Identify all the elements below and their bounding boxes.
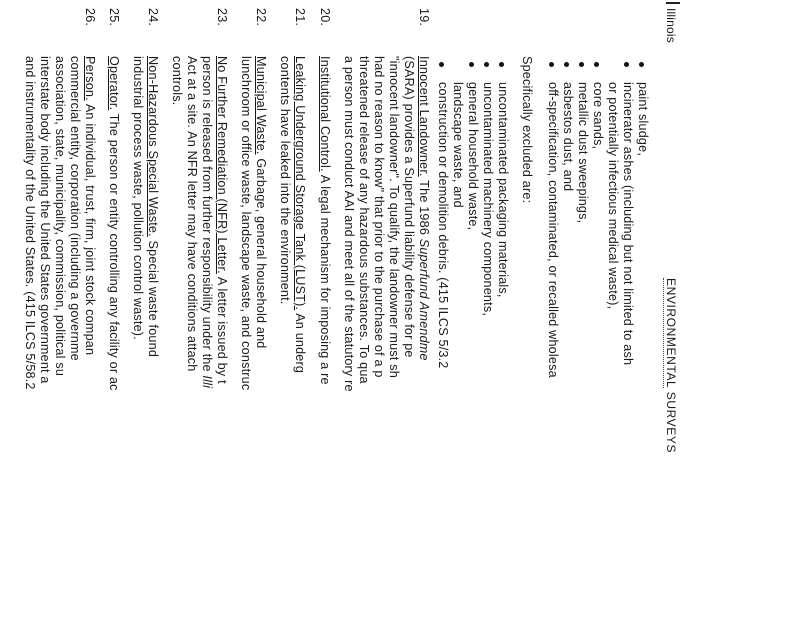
bullet-dot (594, 62, 599, 67)
definition-non-hazardous-special-waste: Non-Hazardous Special Waste. Special waste found (146, 56, 160, 358)
definition-person: Person. An individual, trust, firm, joint stock compan (83, 56, 97, 356)
bullet-item: off-specification, contaminated, or recalled wholesa (546, 82, 560, 378)
bullet-dot (549, 62, 554, 67)
definition-line: person is released from further responsibility under the Illi (200, 56, 214, 389)
excluded-item: uncontaminated packaging materials, (496, 82, 510, 298)
bullet-dot (564, 62, 569, 67)
definition-line: "innocent landowner". To qualify, the landowner must sh (387, 56, 401, 378)
bullet-item: incinerator ashes (including but not limited to ash (621, 82, 635, 366)
term: Municipal Waste. (254, 56, 268, 155)
item-number: 22. (254, 8, 268, 27)
definition-institutional-control: Institutional Control. A legal mechanism for imposing a re (318, 56, 332, 385)
term: Innocent Landowner. (417, 56, 431, 177)
item-number: 19. (417, 8, 431, 27)
definition-line: industrial process waste, pollution control waste). (131, 56, 145, 340)
bullet-dot (499, 62, 504, 67)
excluded-item: general household waste, (466, 82, 480, 231)
definition-operator: Operator. The person or entity controlling any facility or ac (107, 56, 121, 391)
bullet-dot (484, 62, 489, 67)
header-state: Illinois (664, 8, 678, 43)
definition-nfr-letter: No Further Remediation (NFR) Letter. A letter issued by t (215, 56, 229, 384)
bullet-dot (439, 62, 444, 67)
term: Leaking Underground Storage Tank (LUST). (293, 56, 307, 311)
definition-lust: Leaking Underground Storage Tank (LUST). An underg (293, 56, 307, 374)
item-number: 21. (293, 8, 307, 27)
bullet-dot (469, 62, 474, 67)
term: Person. (83, 56, 97, 101)
definition-line: association, state, municipality, commission, political su (53, 56, 67, 377)
definition-line: contents have leaked into the environment. (278, 56, 292, 305)
bullet-item: paint sludge, (636, 82, 650, 157)
definition-municipal-waste: Municipal Waste. Garbage, general household and (254, 56, 268, 349)
bullet-item: core sands, (591, 82, 605, 150)
term: No Further Remediation (NFR) Letter. (215, 56, 229, 274)
term: Institutional Control. (318, 56, 332, 172)
definition-innocent-landowner: Innocent Landowner. The 1986 Superfund Amendme (417, 56, 431, 361)
item-number: 24. (146, 8, 160, 27)
definition-line: commercial entity, corporation (including a governme (68, 56, 82, 361)
excluded-item: uncontaminated machinery components, (481, 82, 495, 317)
header-left-rule (666, 2, 680, 4)
definition-line: interstate body including the United States government a (38, 56, 52, 384)
definition-line: threatened release of any hazardous substances. To qua (357, 56, 371, 384)
bullet-dot (579, 62, 584, 67)
header-title: ENVIRONMENTAL SURVEYS (664, 278, 678, 454)
bullet-item-continuation: or potentially infectious medical waste), (606, 82, 620, 310)
definition-line: controls. (170, 56, 184, 106)
definition-line: (SARA) provides a Superfund liability defense for pe (402, 56, 416, 358)
item-number: 25. (107, 8, 121, 27)
item-number: 23. (215, 8, 229, 27)
header-title-underline (663, 278, 664, 388)
definition-line: a person must conduct AAI and meet all of the statutory re (342, 56, 356, 392)
excluded-intro: Specifically excluded are: (520, 56, 534, 204)
item-number: 20. (318, 8, 332, 27)
excluded-item: landscape waste, and (451, 82, 465, 208)
term: Operator. (107, 56, 121, 111)
definition-line: and instrumentality of the United States. (415 ILCS 5/58.2 (23, 56, 37, 390)
item-number: 26. (83, 8, 97, 27)
bullet-dot (624, 62, 629, 67)
bullet-dot (639, 62, 644, 67)
bullet-item: asbestos dust, and (561, 82, 575, 192)
definition-line: Act at a site. An NFR letter may have conditions attach (185, 56, 199, 372)
definition-line: had no reason to know" that prior to the purchase of a p (372, 56, 386, 378)
definition-line: lunchroom or office waste, landscape waste, and construc (239, 56, 253, 391)
term: Non-Hazardous Special Waste. (146, 56, 160, 237)
page-header (660, 0, 678, 618)
bullet-item: metallic dust sweepings, (576, 82, 590, 224)
excluded-item: construction or demolition debris. (415 ILCS 5/3.2 (436, 82, 450, 369)
